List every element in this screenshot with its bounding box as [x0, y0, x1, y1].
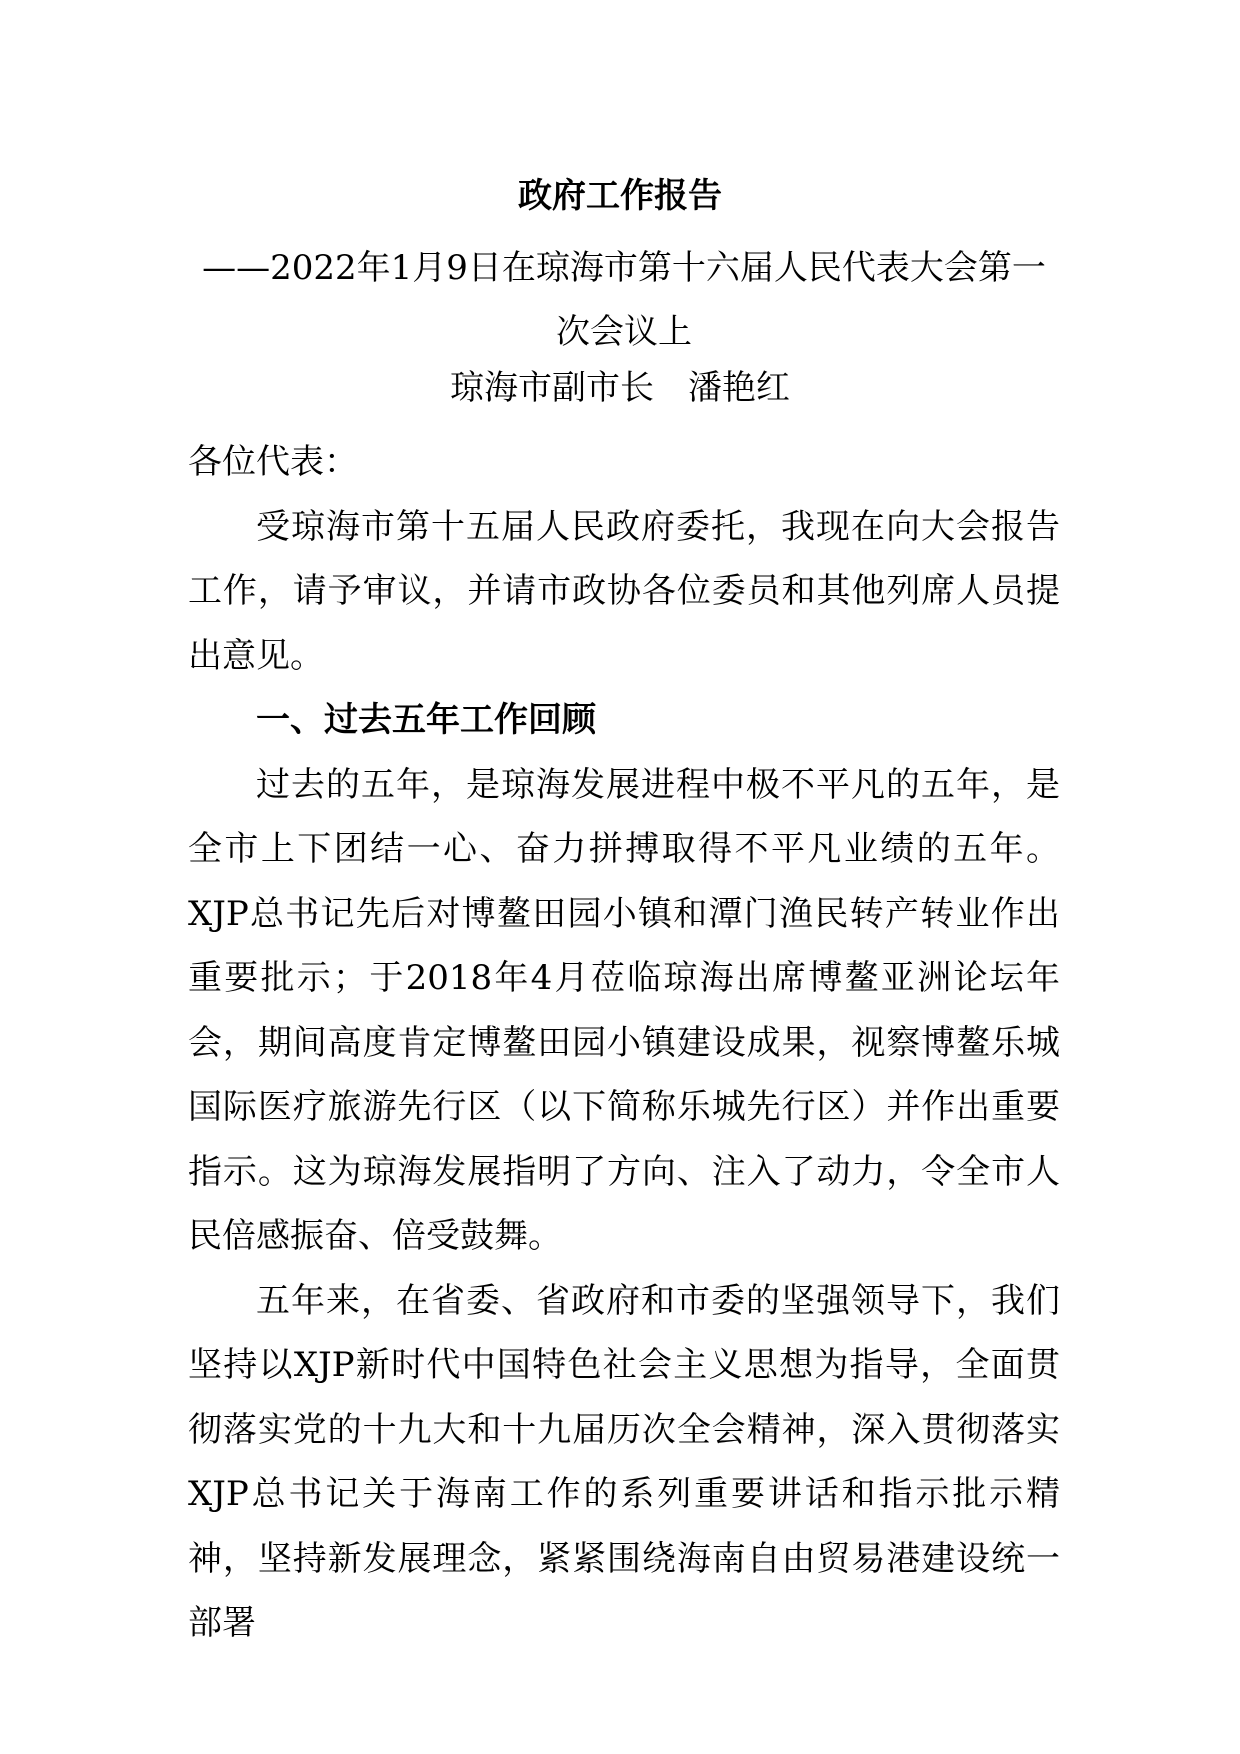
paragraph: 受琼海市第十五届人民政府委托，我现在向大会报告工作，请予审议，并请市政协各位委员和其他列席人员提出意见。: [188, 506, 1060, 676]
document-title: 政府工作报告: [518, 176, 722, 216]
paragraph: 过去的五年，是琼海发展进程中极不平凡的五年，是全市上下团结一心、奋力拼搏取得不平凡业绩的五年。XJP总书记先后对博鳌田园小镇和潭门渔民转产转业作出重要批示；于2018年4月莅临琼海出席博鳌亚洲论坛年会，期间高度肯定博鳌田园小镇建设成果，视察博鳌乐城国际医疗旅游先行区（以下简称乐城先行区）并作出重要指示。这为琼海发展指明了方向、注入了动力，令全市人民倍感振奋、倍受鼓舞。: [188, 764, 1060, 1256]
document-body: [188, 430, 1060, 1656]
salutation: 各位代表：: [188, 442, 358, 482]
paragraph: 五年来，在省委、省政府和市委的坚强领导下，我们坚持以XJP新时代中国特色社会主义思想为指导，全面贯彻落实党的十九大和十九届历次全会精神，深入贯彻落实XJP总书记关于海南工作的系列重要讲话和指示批示精神，坚持新发展理念，紧紧围绕海南自由贸易港建设统一部署: [188, 1280, 1060, 1643]
document-subtitle: ——2022年1月9日在琼海市第十六届人民代表大会第一次会议上: [202, 248, 1046, 352]
document-author: 琼海市副市长 潘艳红: [450, 368, 790, 408]
section-heading: 一、过去五年工作回顾: [256, 700, 596, 740]
